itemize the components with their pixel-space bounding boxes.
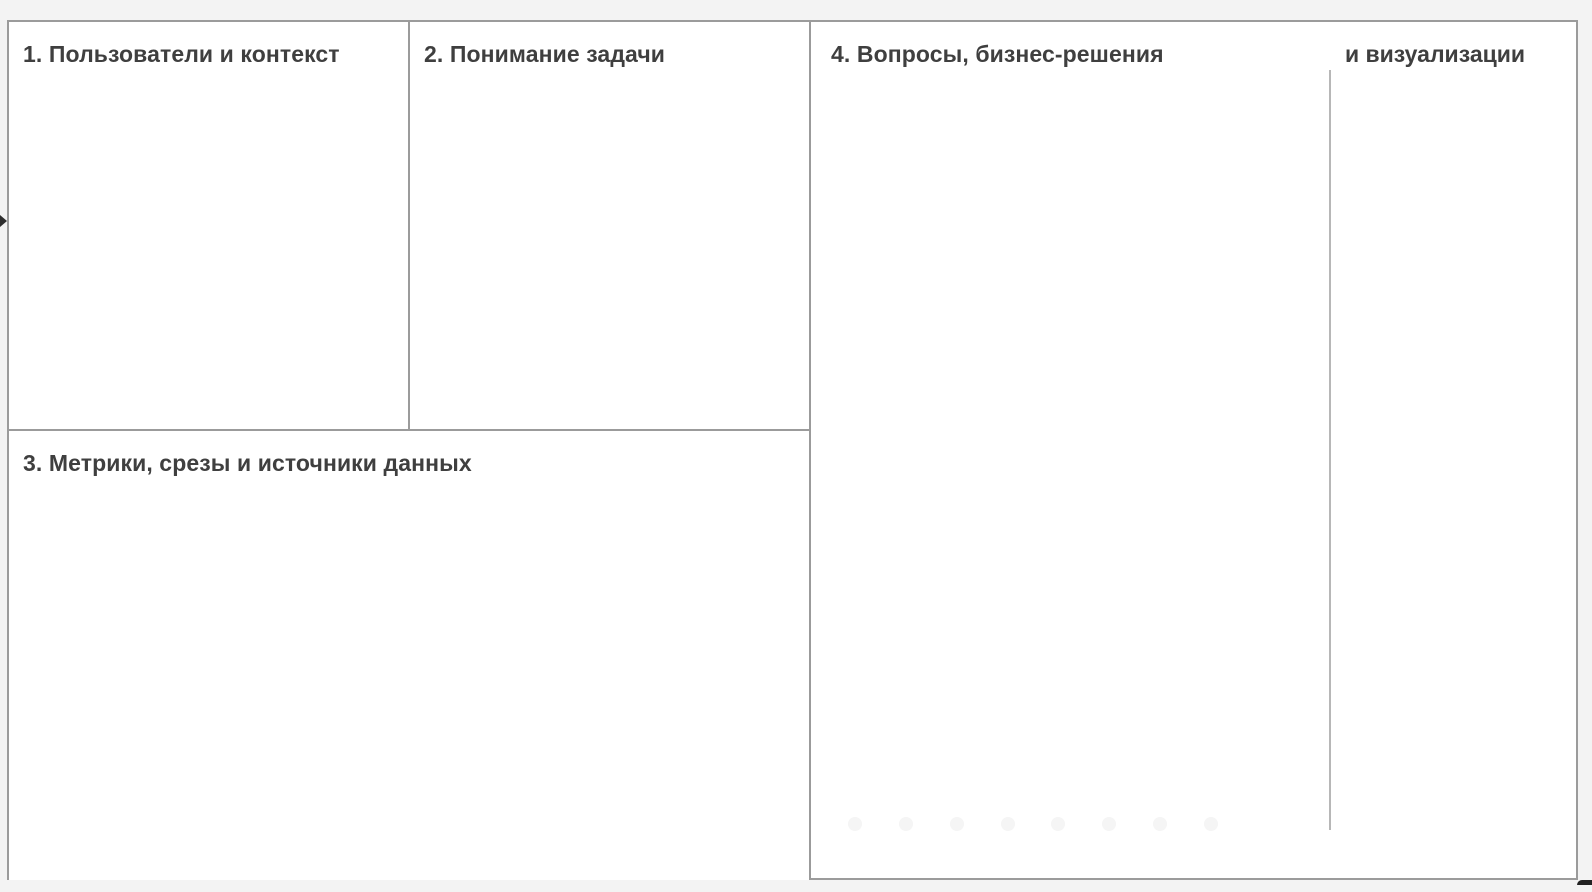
section-users-context-title: 1. Пользователи и контекст bbox=[23, 41, 340, 67]
faint-dot bbox=[1102, 817, 1116, 831]
play-icon bbox=[0, 215, 7, 227]
faint-dot bbox=[1153, 817, 1167, 831]
corner-shape-icon bbox=[1577, 880, 1592, 885]
questions-visualizations-divider bbox=[1329, 70, 1331, 830]
faint-dot bbox=[848, 817, 862, 831]
section-task-understanding bbox=[410, 22, 811, 431]
section-metrics-slices-data-sources bbox=[9, 431, 811, 880]
faint-dot bbox=[950, 817, 964, 831]
dashboard-canvas-board bbox=[7, 20, 1578, 880]
section-visualizations-title: и визуализации bbox=[1345, 41, 1526, 67]
faint-dot bbox=[1204, 817, 1218, 831]
faint-dot bbox=[899, 817, 913, 831]
faint-dot bbox=[1001, 817, 1015, 831]
section-users-context bbox=[9, 22, 410, 431]
section-metrics-slices-data-sources-title: 3. Метрики, срезы и источники данных bbox=[23, 450, 472, 476]
section-questions-business-decisions-title: 4. Вопросы, бизнес-решения bbox=[831, 41, 1164, 67]
faint-dot bbox=[1051, 817, 1065, 831]
section-questions-business-decisions bbox=[811, 22, 1576, 878]
faint-bottom-dots bbox=[848, 814, 1218, 834]
section-task-understanding-title: 2. Понимание задачи bbox=[424, 41, 666, 67]
